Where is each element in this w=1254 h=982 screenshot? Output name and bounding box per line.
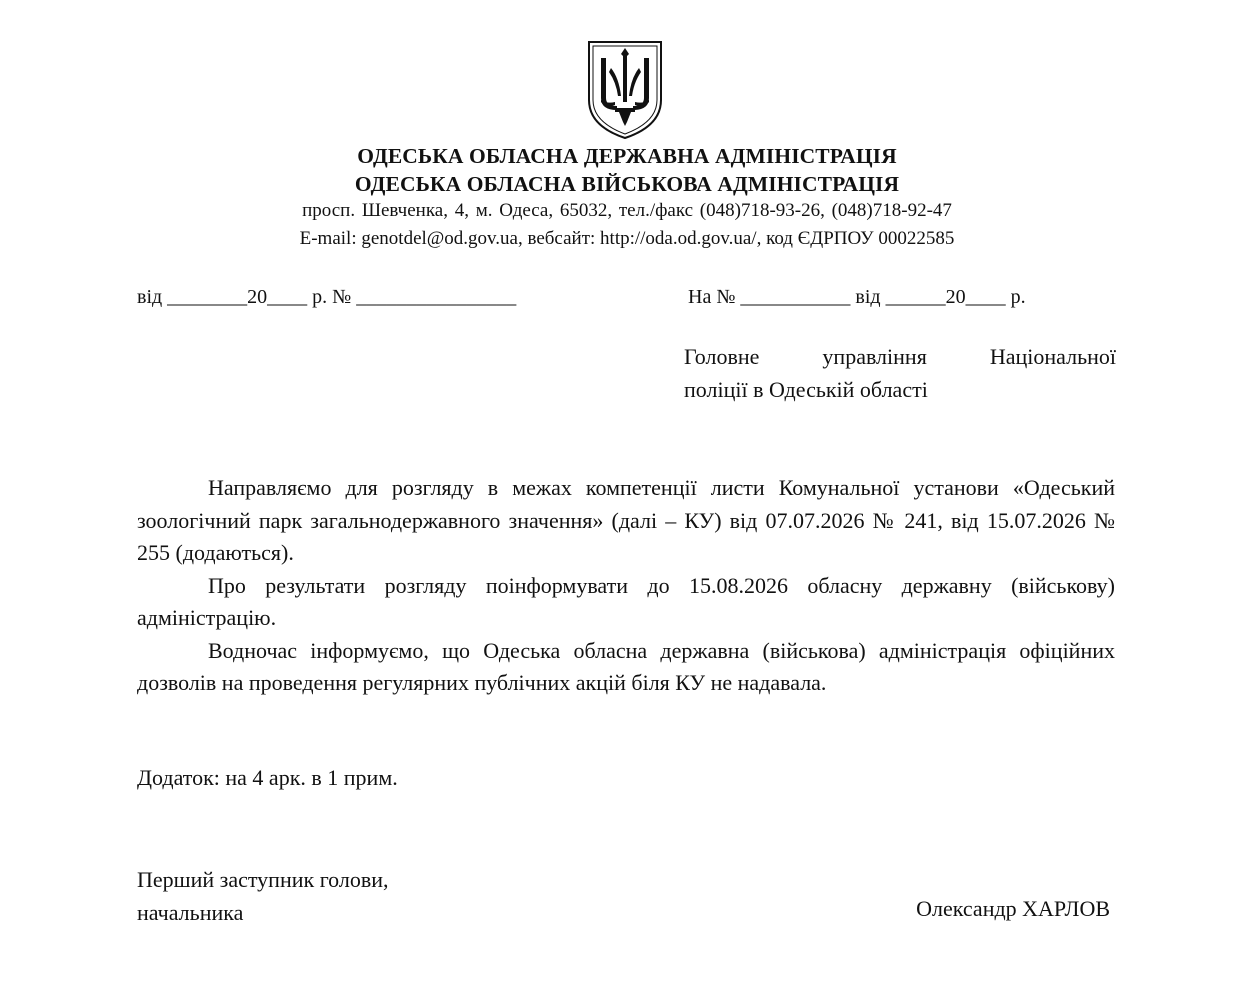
incoming-reference-line: На № ___________ від ______20____ р. [688,286,1026,308]
organization-name-2: ОДЕСЬКА ОБЛАСНА ВІЙСЬКОВА АДМІНІСТРАЦІЯ [354,172,900,196]
signer-position-line-2: начальника [137,899,244,925]
letter-body [137,472,1115,700]
organization-address: просп. Шевченка, 4, м. Одеса, 65032, тел./факс (048)718-93-26, (048)718-92-47 [302,200,952,221]
signer-name: Олександр ХАРЛОВ [916,896,1110,921]
addressee-line-1: Головне управління Національної [684,344,1116,369]
attachment-note: Додаток: на 4 арк. в 1 прим. [137,765,398,790]
trident-emblem-icon [587,40,663,140]
body-paragraph-3: Водночас інформуємо, що Одеська обласна державна (військова) адміністрація офіційних дозволів на проведення регулярних публічних акцій біля КУ не надавала. [137,637,1115,695]
outgoing-registration-line: від ________20____ р. № ________________ [137,286,517,308]
body-paragraph-1: Направляємо для розгляду в межах компетенції листи Комунальної установи «Одеський зоологічний парк загальнодержавного значення» (далі – КУ) від 07.07.2026 № 241, від 15.07.2026 № 255 (додаються). [137,475,1115,565]
organization-contacts: E-mail: genotdel@od.gov.ua, вебсайт: http://oda.od.gov.ua/, код ЄДРПОУ 00022585 [299,228,955,249]
body-paragraph-2: Про результати розгляду поінформувати до 15.08.2026 обласну державну (військову) адміністрацію. [137,572,1115,630]
addressee-line-2: поліції в Одеській області [684,376,928,402]
signer-position [137,864,389,929]
addressee-block [684,341,1116,406]
signer-position-line-1: Перший заступник голови, [137,867,389,892]
organization-name-1: ОДЕСЬКА ОБЛАСНА ДЕРЖАВНА АДМІНІСТРАЦІЯ [357,144,897,168]
